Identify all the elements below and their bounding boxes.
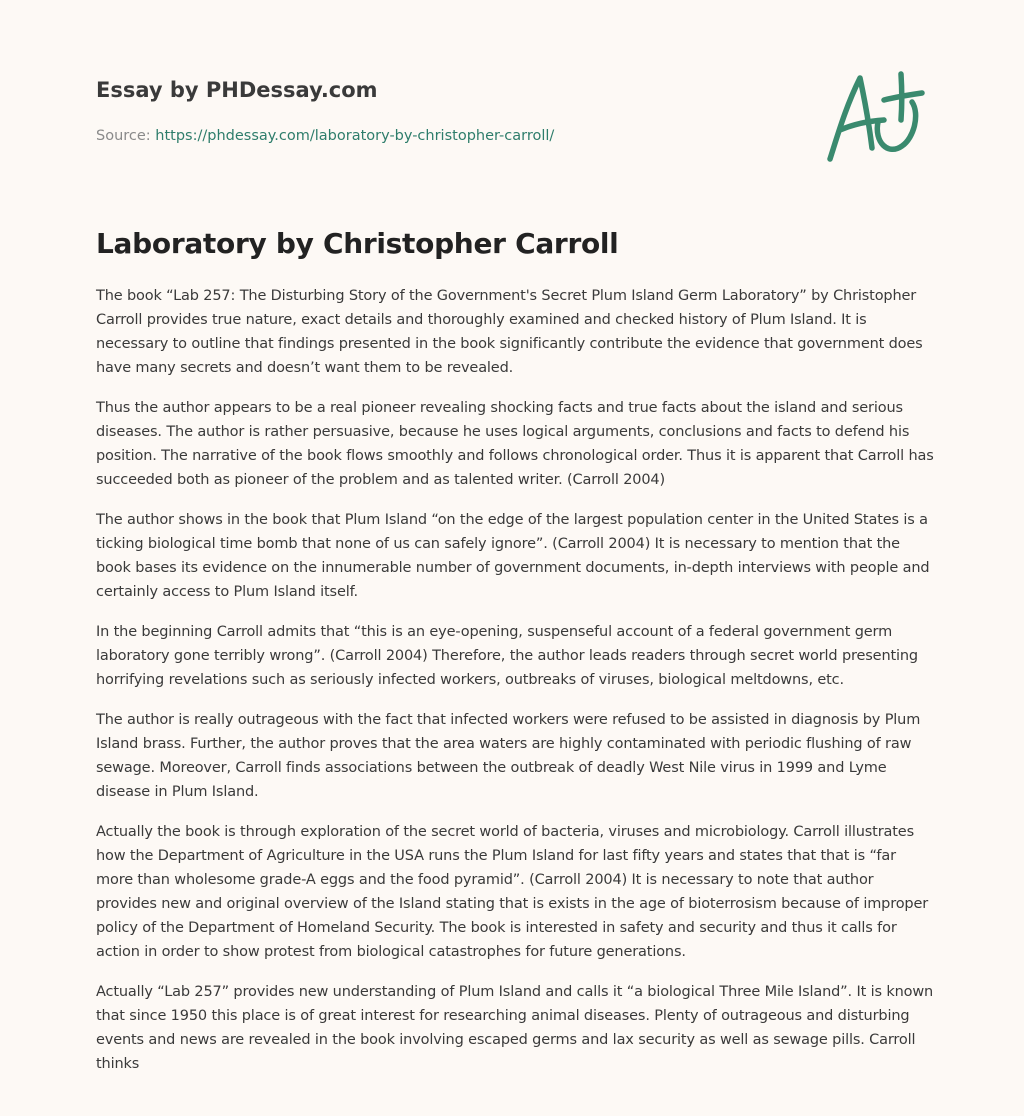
paragraph: The author is really outrageous with the fact that infected workers were refused to be assisted in diagnosis by Plum Island brass. Further, the author proves that the area waters are highly contaminated with periodic flushing of raw sewage. Moreover, Carroll finds associations between the outbreak of deadly West Nile virus in 1999 and Lyme disease in Plum Island. [96,712,921,800]
source-link[interactable]: https://phdessay.com/laboratory-by-christopher-carroll/ [155,128,555,144]
paragraph: Actually the book is through exploration of the secret world of bacteria, viruses and microbiology. Carroll illustrates how the Department of Agriculture in the USA runs the Plum Island for last fifty years and states that that is “far more than wholesome grade-A eggs and the food pyramid”. (Carroll 2004) It is necessary to note that author provides new and original overview of the Island stating that is exists in the age of bioterrosism because of improper policy of the Department of Homeland Security. The book is interested in safety and security and thus it calls for action in order to show protest from biological catastrophes for future generations. [96,824,929,960]
source-label: Source: [96,128,151,144]
page-header [96,76,796,146]
source-line [96,126,796,146]
site-title: Essay by PHDessay.com [96,78,378,102]
article-title: Laboratory by Christopher Carroll [96,227,619,260]
a-plus-grade-logo-icon [822,68,926,166]
paragraph: In the beginning Carroll admits that “this is an eye-opening, suspenseful account of a federal government germ laboratory gone terribly wrong”. (Carroll 2004) Therefore, the author leads readers through secret world presenting horrifying revelations such as seriously infected workers, outbreaks of viruses, biological meltdowns, etc. [96,624,918,688]
paragraph: The book “Lab 257: The Disturbing Story of the Government's Secret Plum Island Germ Laboratory” by Christopher Carroll provides true nature, exact details and thoroughly examined and checked history of Plum Island. It is necessary to outline that findings presented in the book significantly contribute the evidence that government does have many secrets and doesn’t want them to be revealed. [96,288,923,376]
article-body [96,284,934,1092]
paragraph: The author shows in the book that Plum Island “on the edge of the largest population center in the United States is a ticking biological time bomb that none of us can safely ignore”. (Carroll 2004) It is necessary to mention that the book bases its evidence on the innumerable number of government documents, in-depth interviews with people and certainly access to Plum Island itself. [96,512,930,600]
paragraph: Thus the author appears to be a real pioneer revealing shocking facts and true facts about the island and serious diseases. The author is rather persuasive, because he uses logical arguments, conclusions and facts to defend his position. The narrative of the book flows smoothly and follows chronological order. Thus it is apparent that Carroll has succeeded both as pioneer of the problem and as talented writer. (Carroll 2004) [96,400,934,488]
paragraph: Actually “Lab 257” provides new understanding of Plum Island and calls it “a biological Three Mile Island”. It is known that since 1950 this place is of great interest for researching animal diseases. Plenty of outrageous and disturbing events and news are revealed in the book involving escaped germs and lax security as well as sewage pills. Carroll thinks [96,984,934,1072]
